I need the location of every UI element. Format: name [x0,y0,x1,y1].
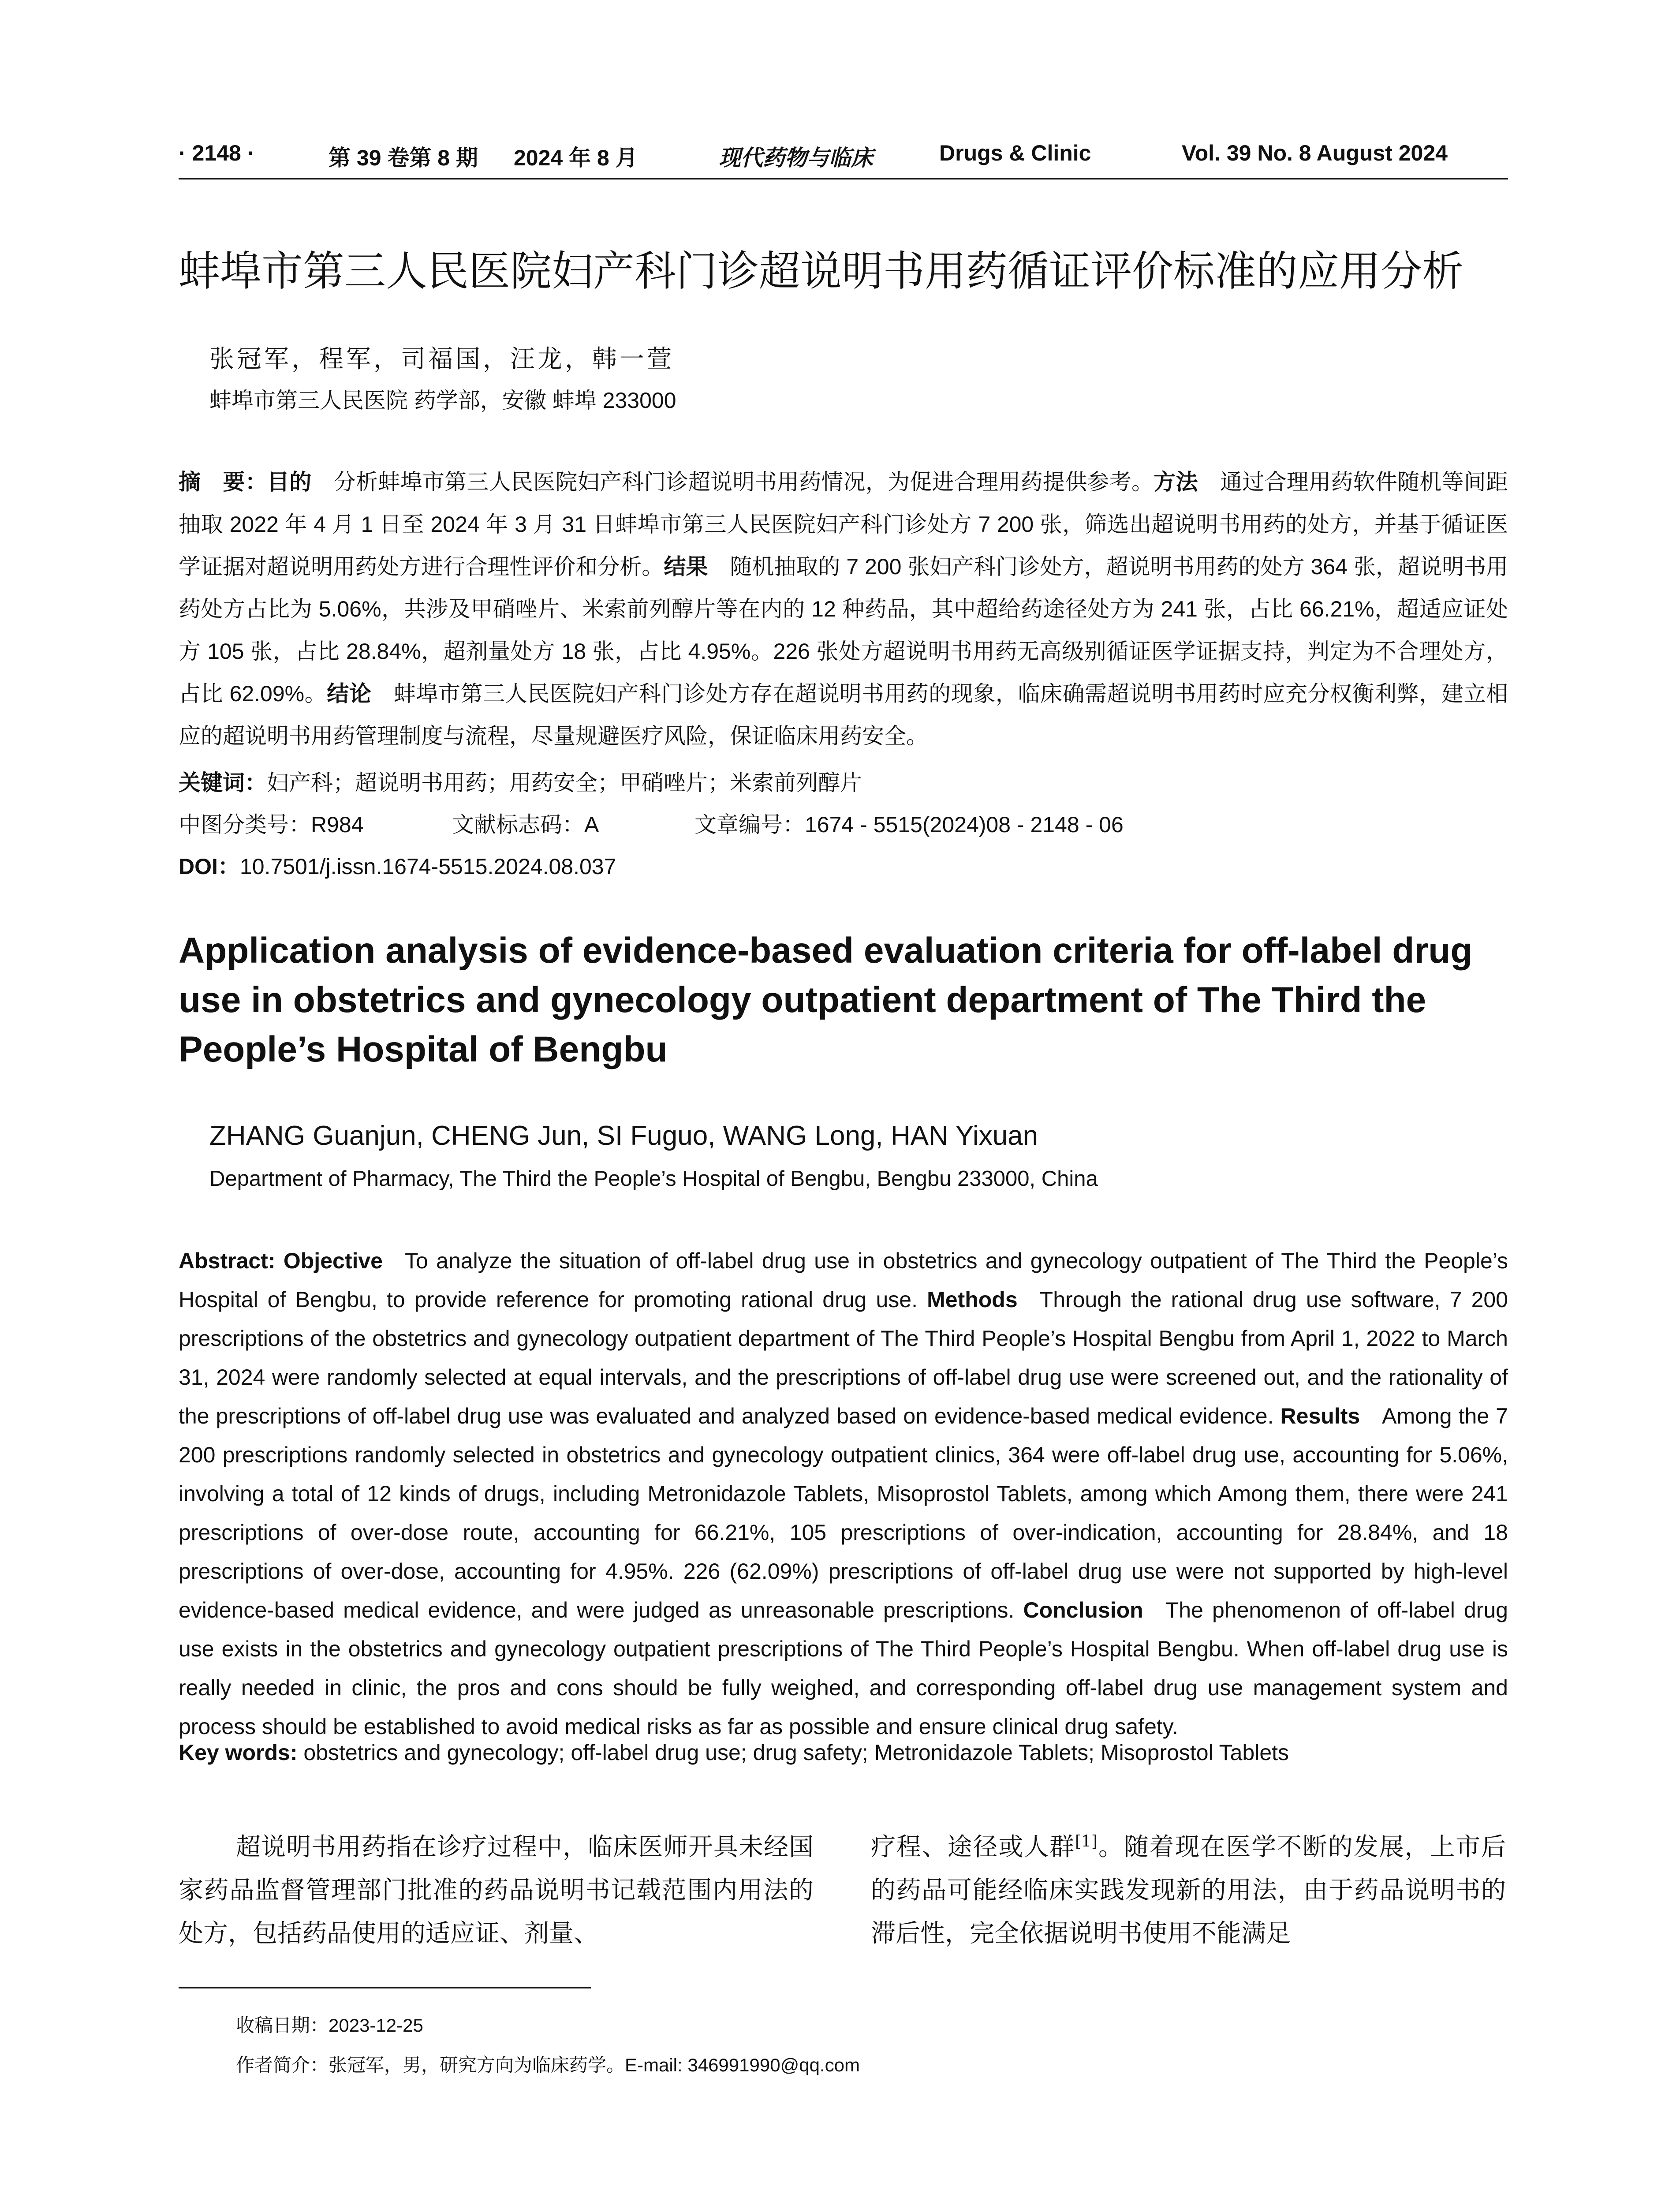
abstract-label-en: Abstract: [179,1248,276,1273]
body-text: 。随着现在医学不断的发展，上市后的药品可能经临床实践发现新的用法，由于药品说明书的滞后性，完全依据说明书使用不能满足 [871,1833,1506,1948]
conclusion-text-en: The phenomenon of off-label drug use exists in the obstetrics and gynecology outpatient prescriptions of The Third People’s Hospital Bengbu. When off-label drug use is really needed in clinic, the pros and cons should be fully weighed, and corresponding off-label drug use management system and process should be established to avoid medical risks as far as possible and ensure clinical drug safety. [179,1598,1508,1739]
journal-name-en: Drugs & Clinic [939,141,1091,165]
author-info: 作者简介：张冠军，男，研究方向为临床药学。E-mail: 346991990@qq.com [236,2055,860,2075]
header-divider [179,178,1508,179]
conclusion-text: 蚌埠市第三人民医院妇产科门诊处方存在超说明书用药的现象，临床确需超说明书用药时应充分权衡利弊，建立相应的超说明书用药管理制度与流程，尽量规避医疗风险，保证临床用药安全。 [179,681,1508,748]
footnote-divider [179,1987,591,1988]
objective-label: 目的 [267,470,312,494]
doi-value: 10.7501/j.issn.1674-5515.2024.08.037 [239,854,616,879]
classification-line [179,807,1508,838]
methods-text-en: Through the rational drug use software, 7 200 prescriptions of the obstetrics and gynecology outpatient department of The Third People’s Hospital Bengbu from April 1, 2022 to March 31, 2024 were randomly selected at equal intervals, and the prescriptions of off-label drug use were screened out, and the rationality of the prescriptions of off-label drug use was evaluated and analyzed based on evidence-based medical evidence. [179,1287,1508,1428]
reference-citation[interactable]: [1] [1075,1832,1098,1851]
keywords-label: 关键词： [179,770,267,795]
received-date: 收稿日期：2023-12-25 [236,2015,423,2036]
english-title: Application analysis of evidence-based evaluation criteria for off-label drug use in obstetrics and gynecology outpatient department of The Third the People’s Hospital of Bengbu [179,931,1473,1069]
objective-text-en: To analyze the situation of off-label drug use in obstetrics and gynecology outpatient of The Third the People’s Hospital of Bengbu, to provide reference for promoting rational drug use. [179,1248,1508,1312]
objective-text: 分析蚌埠市第三人民医院妇产科门诊超说明书用药情况，为促进合理用药提供参考。 [333,470,1154,494]
running-header [179,140,1508,176]
volume-cn: 第 39 卷第 8 期 [329,146,478,170]
chinese-affiliation: 蚌埠市第三人民医院 药学部，安徽 蚌埠 233000 [209,388,676,413]
doi-line [179,849,616,881]
conclusion-label: 结论 [327,681,372,706]
results-label: 结果 [664,554,708,579]
results-text-en: Among the 7 200 prescriptions randomly selected in obstetrics and gynecology outpatient clinics, 364 were off-label drug use, accounting for 5.06%, involving a total of 12 kinds of drugs, including Metronidazole Tablets, Misoprostol Tablets, among which Among them, there were 241 prescriptions of over-dose route, accounting for 66.21%, 105 prescriptions of over-indication, accounting for 28.84%, and 18 prescriptions of over-dose, accounting for 4.95%. 226 (62.09%) prescriptions of off-label drug use were not supported by high-level evidence-based medical evidence, and were judged as unreasonable prescriptions. [179,1404,1508,1622]
english-authors: ZHANG Guanjun, CHENG Jun, SI Fuguo, WANG Long, HAN Yixuan [209,1121,1038,1151]
english-abstract [179,1241,1508,1746]
english-keywords [179,1740,1508,1765]
methods-label: 方法 [1154,470,1198,494]
chinese-authors: 张冠军，程军，司福国，汪龙，韩一萱 [209,345,674,374]
keywords-label-en: Key words: [179,1740,298,1765]
keywords-text: 妇产科；超说明书用药；用药安全；甲硝唑片；米索前列醇片 [267,770,862,795]
document-code: 文献标志码：A [452,812,599,837]
page-number: · 2148 · [179,141,255,165]
objective-label-en: Objective [283,1248,383,1273]
methods-label-en: Methods [927,1287,1018,1312]
body-column-left: 超说明书用药指在诊疗过程中，临床医师开具未经国家药品监督管理部门批准的药品说明书记载范围内用法的处方，包括药品使用的适应证、剂量、 [179,1833,814,1948]
clc-number: 中图分类号：R984 [179,812,364,837]
keywords-text-en: obstetrics and gynecology; off-label drug use; drug safety; Metronidazole Tablets; Misoprostol Tablets [303,1740,1289,1765]
article-number: 文章编号：1674 - 5515(2024)08 - 2148 - 06 [694,812,1124,837]
chinese-abstract [179,461,1508,757]
results-text: 随机抽取的 7 200 张妇产科门诊处方，超说明书用药的处方 364 张，超说明书用药处方占比为 5.06%，共涉及甲硝唑片、米索前列醇片等在内的 12 种药品，其中超给药途径处方为 241 张，占比 66.21%，超适应证处方 105 张，占比 28.84%，超剂量处方 18 张，占比 4.95%。226 张处方超说明书用药无高级别循证医学证据支持，判定为不合理处方，占比 62.09%。 [179,554,1508,706]
body-column-right [871,1826,1506,1955]
methods-text: 通过合理用药软件随机等间距抽取 2022 年 4 月 1 日至 2024 年 3 月 31 日蚌埠市第三人民医院妇产科门诊处方 7 200 张，筛选出超说明书用药的处方，并基于循证医学证据对超说明用药处方进行合理性评价和分析。 [179,470,1508,579]
chinese-title: 蚌埠市第三人民医院妇产科门诊超说明书用药循证评价标准的应用分析 [179,248,1464,294]
volume-en: Vol. 39 No. 8 August 2024 [1182,141,1448,165]
english-affiliation: Department of Pharmacy, The Third the People’s Hospital of Bengbu, Bengbu 233000, China [209,1167,1098,1191]
journal-name-cn: 现代药物与临床 [719,145,873,171]
body-text: 疗程、途径或人群 [871,1833,1075,1861]
date-cn: 2024 年 8 月 [514,146,638,170]
doi-label: DOI： [179,854,240,879]
abstract-label: 摘 要： [179,470,268,494]
chinese-keywords [179,765,862,797]
results-label-en: Results [1280,1404,1360,1428]
conclusion-label-en: Conclusion [1023,1598,1143,1622]
